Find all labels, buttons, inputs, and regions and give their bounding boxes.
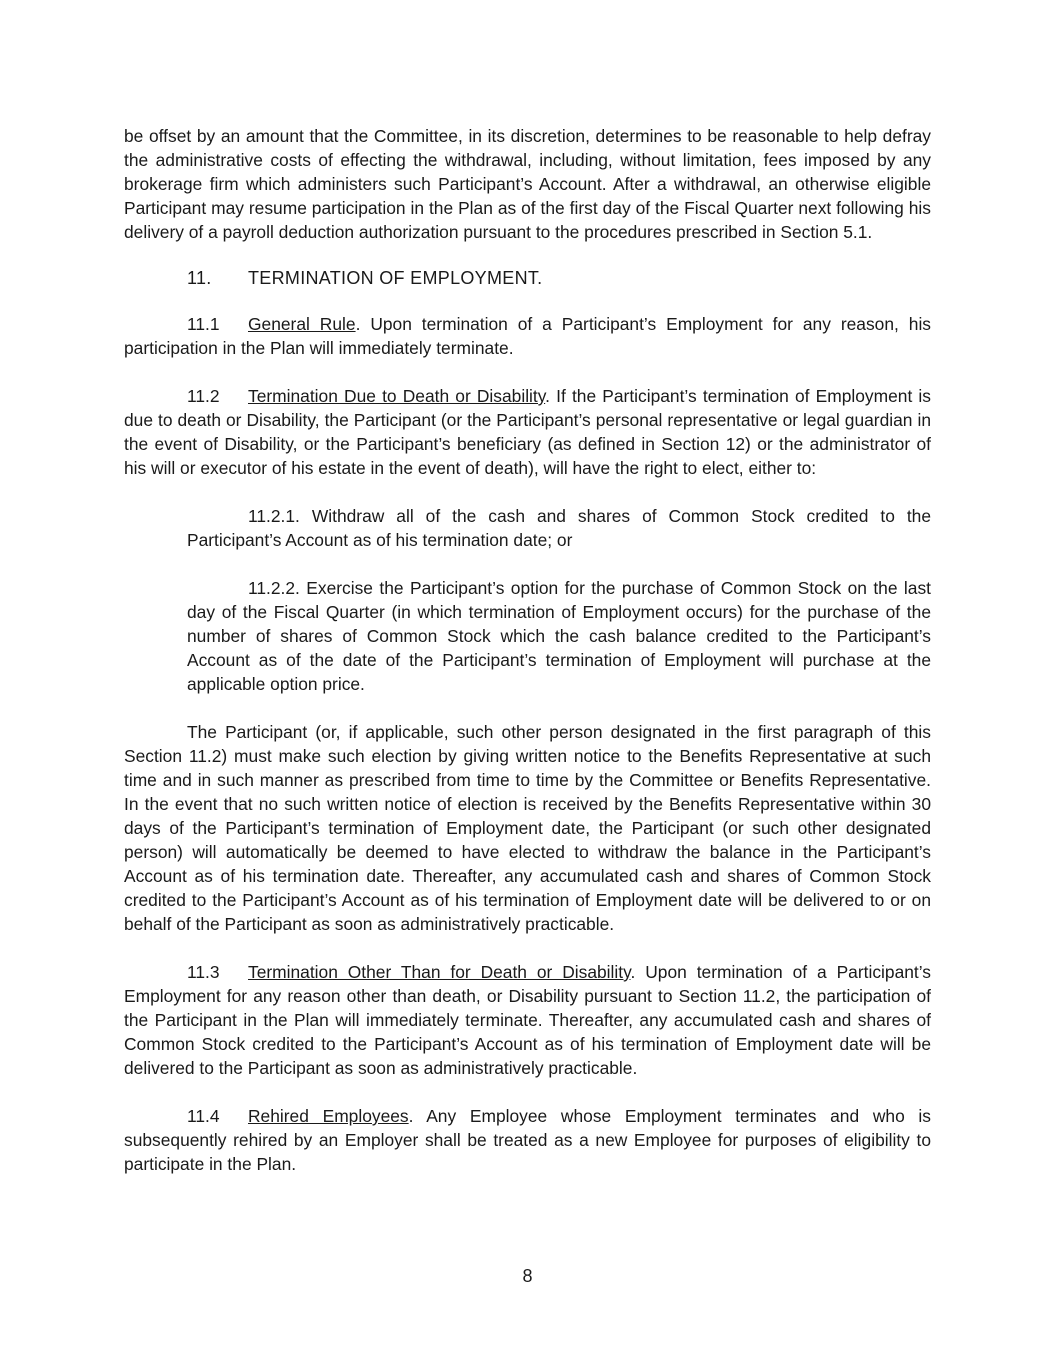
section-11-3-number: 11.3 [187, 962, 220, 982]
section-11-1-number: 11.1 [187, 314, 220, 334]
section-heading [124, 266, 931, 290]
section-11-4-body: . Any Employee whose Employment terminates and who is subsequently rehired by an Employer shall be treated as a new Employee for purposes of eligibility to participate in the Plan. [124, 1106, 931, 1174]
document-page [124, 124, 931, 1176]
section-11-1-title: General Rule [248, 314, 356, 334]
section-11-3-body: . Upon termination of a Participant’s Employment for any reason other than death, or Disability pursuant to Section 11.2, the participation of the Participant in the Plan will immediately terminate. Thereafter, any accumulated cash and shares of Common Stock credited to the Participant’s Account as of his termination of Employment date will be delivered to the Participant as soon as administratively practicable. [124, 962, 931, 1078]
section-11-4-title: Rehired Employees [248, 1106, 409, 1126]
section-11-2-1: 11.2.1. Withdraw all of the cash and shares of Common Stock credited to the Participant’s Account as of his termination date; or [187, 506, 931, 550]
section-11-1 [124, 312, 931, 360]
page-number: 8 [522, 1266, 533, 1286]
section-11-2-number: 11.2 [187, 386, 220, 406]
section-11-2 [124, 384, 931, 480]
section-11-3 [124, 960, 931, 1080]
section-11-2-body: . If the Participant’s termination of Employment is due to death or Disability, the Participant (or the Participant’s personal representative or legal guardian in the event of Disability, or the Participant’s beneficiary (as defined in Section 12) or the administrator of his will or executor of his estate in the event of death), will have the right to elect, either to: [124, 386, 931, 478]
section-11-1-body: . Upon termination of a Participant’s Employment for any reason, his participation in the Plan will immediately terminate. [124, 314, 931, 358]
section-11-2-title: Termination Due to Death or Disability [248, 386, 546, 406]
section-11-4-number: 11.4 [187, 1106, 220, 1126]
paragraph-withdrawal-continuation: be offset by an amount that the Committee, in its discretion, determines to be reasonable to help defray the administrative costs of effecting the withdrawal, including, without limitation, fees imposed by any brokerage firm which administers such Participant’s Account. After a withdrawal, an otherwise eligible Participant may resume participation in the Plan as of the first day of the Fiscal Quarter next following his delivery of a payroll deduction authorization pursuant to the procedures prescribed in Section 5.1. [124, 126, 931, 242]
section-title: TERMINATION OF EMPLOYMENT. [248, 268, 543, 288]
section-11-4 [124, 1104, 931, 1176]
section-11-2-2: 11.2.2. Exercise the Participant’s option for the purchase of Common Stock on the last day of the Fiscal Quarter (in which termination of Employment occurs) for the purchase of the number of shares of Common Stock which the cash balance credited to the Participant’s Account as of the date of the Participant’s termination of Employment will purchase at the applicable option price. [187, 578, 931, 694]
section-11-3-title: Termination Other Than for Death or Disability [248, 962, 631, 982]
section-number: 11. [187, 268, 212, 288]
section-11-2-election: The Participant (or, if applicable, such other person designated in the first paragraph of this Section 11.2) must make such election by giving written notice to the Benefits Representative at such time and in such manner as prescribed from time to time by the Committee or Benefits Representative. In the event that no such written notice of election is received by the Benefits Representative within 30 days of the Participant’s termination of Employment date, the Participant (or such other designated person) will automatically be deemed to have elected to withdraw the balance in the Participant’s Account as of his termination date. Thereafter, any accumulated cash and shares of Common Stock credited to the Participant’s Account as of his termination of Employment date will be delivered to or on behalf of the Participant as soon as administratively practicable. [124, 722, 931, 934]
